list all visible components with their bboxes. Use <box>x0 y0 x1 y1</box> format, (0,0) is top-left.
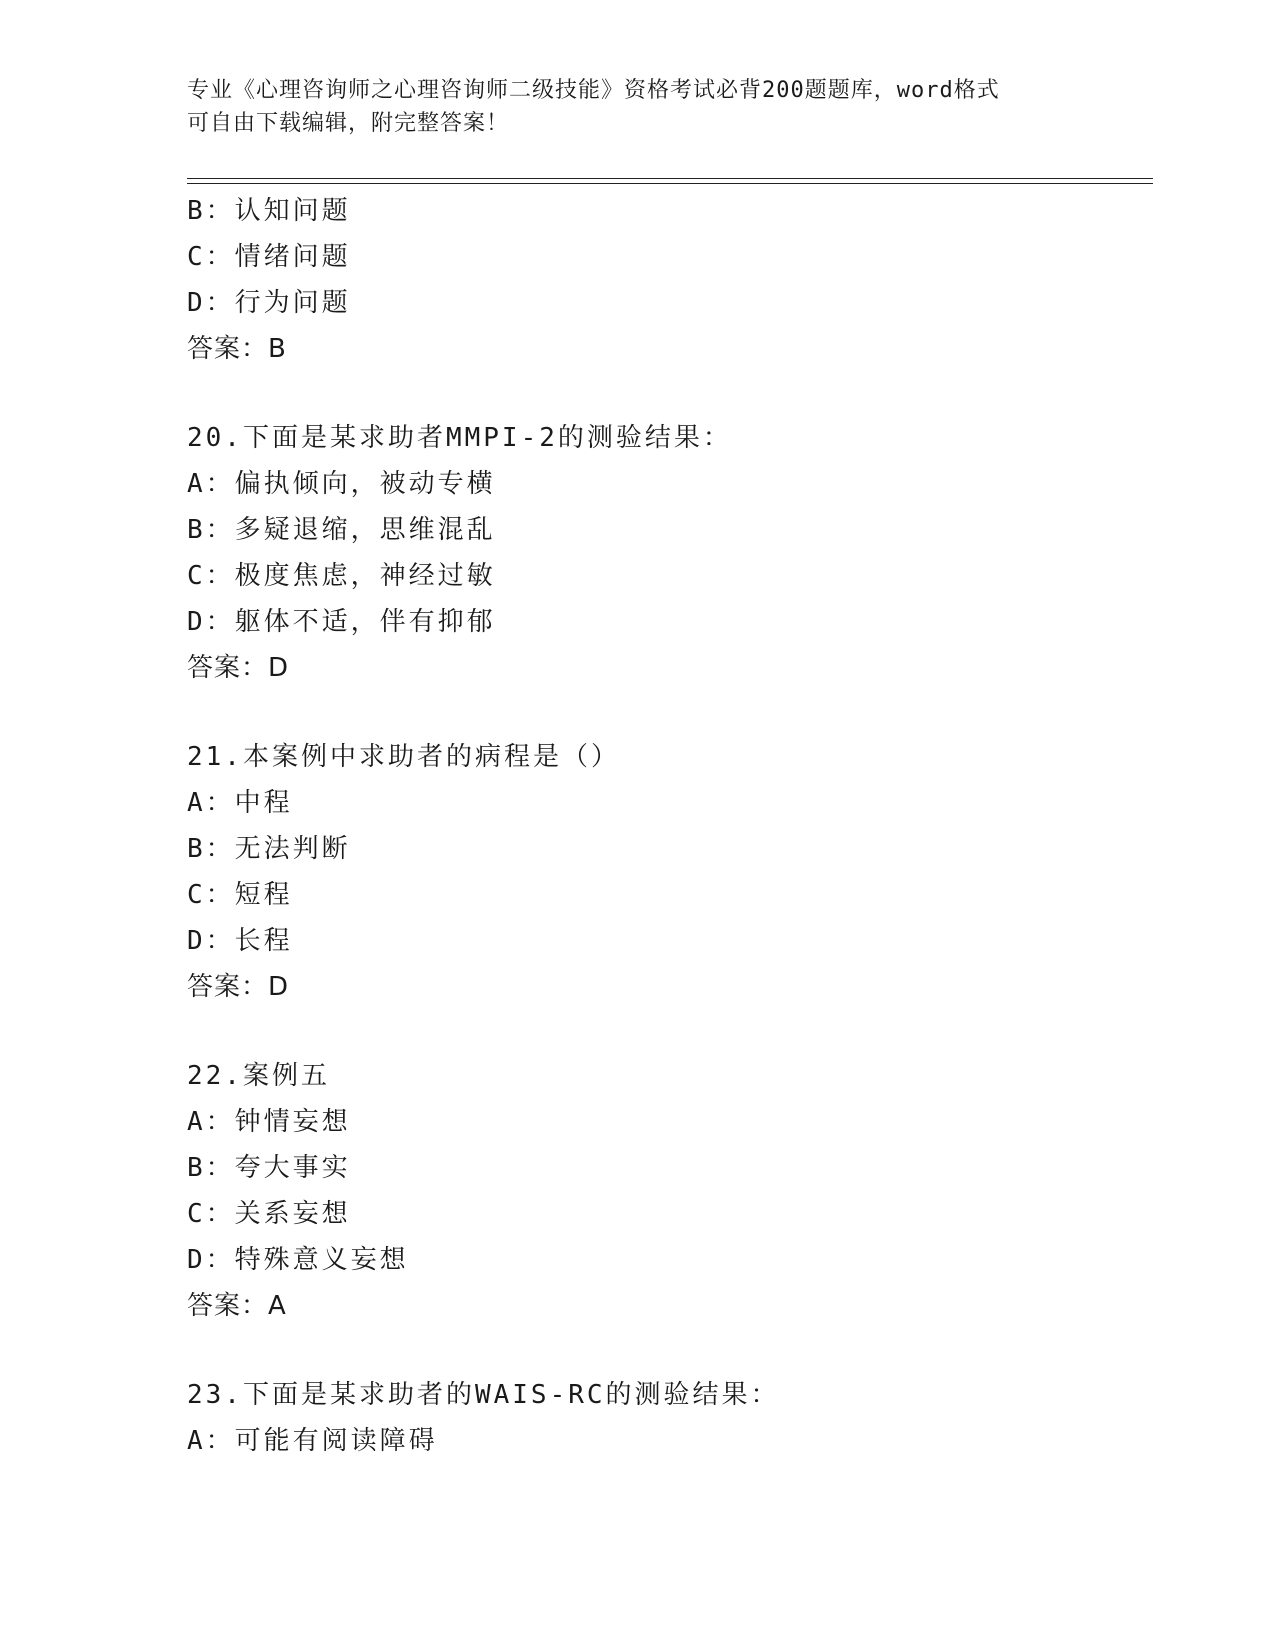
question-block <box>187 1372 1147 1464</box>
option-b: B：夸大事实 <box>187 1153 351 1183</box>
header-divider <box>187 178 1153 184</box>
question-block <box>187 415 1147 691</box>
question-block <box>187 1053 1147 1329</box>
header-line-2: 可自由下载编辑，附完整答案！ <box>187 111 510 136</box>
option-a: A：钟情妄想 <box>187 1107 351 1137</box>
option-c: C：情绪问题 <box>187 242 351 272</box>
option-c: C：极度焦虑，神经过敏 <box>187 561 496 591</box>
option-c: C：短程 <box>187 880 293 910</box>
question-text: 22.案例五 <box>187 1061 330 1091</box>
question-block <box>187 734 1147 1010</box>
option-b: B：多疑退缩，思维混乱 <box>187 515 496 545</box>
answer-line: 答案：A <box>187 1291 287 1321</box>
option-b: B：无法判断 <box>187 834 351 864</box>
option-a: A：中程 <box>187 788 293 818</box>
answer-line: 答案：D <box>187 972 290 1002</box>
answer-line: 答案：B <box>187 334 287 364</box>
option-d: D：长程 <box>187 926 293 956</box>
option-d: D：特殊意义妄想 <box>187 1245 409 1275</box>
option-d: D：躯体不适，伴有抑郁 <box>187 607 496 637</box>
document-header <box>187 74 1087 140</box>
option-a: A：偏执倾向，被动专横 <box>187 469 496 499</box>
question-text: 21.本案例中求助者的病程是（） <box>187 742 620 772</box>
option-c: C：关系妄想 <box>187 1199 351 1229</box>
question-text: 20.下面是某求助者MMPI-2的测验结果： <box>187 423 732 453</box>
header-line-1: 专业《心理咨询师之心理咨询师二级技能》资格考试必背200题题库，word格式 <box>187 78 1000 103</box>
option-b: B：认知问题 <box>187 196 351 226</box>
question-list <box>187 188 1147 1464</box>
question-text: 23.下面是某求助者的WAIS-RC的测验结果： <box>187 1380 780 1410</box>
option-d: D：行为问题 <box>187 288 351 318</box>
option-a: A：可能有阅读障碍 <box>187 1426 438 1456</box>
question-block <box>187 188 1147 372</box>
answer-line: 答案：D <box>187 653 290 683</box>
